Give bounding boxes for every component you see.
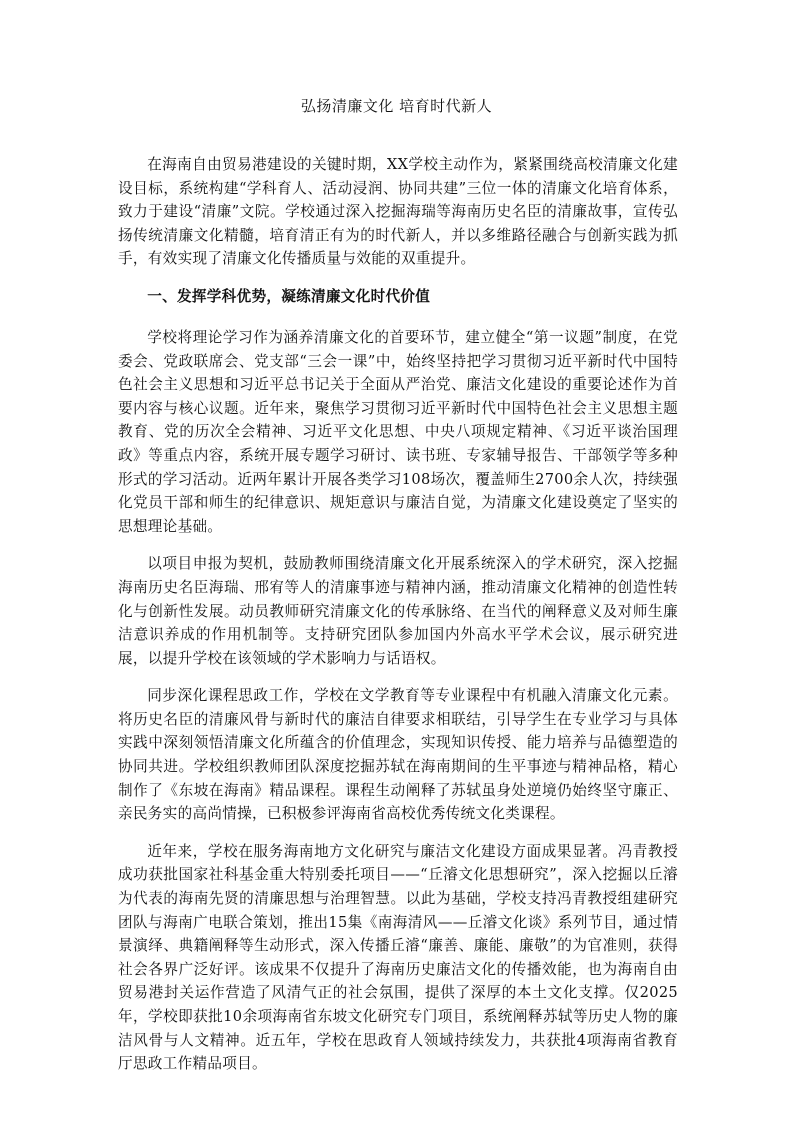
- body-paragraph: 同步深化课程思政工作，学校在文学教育等专业课程中有机融入清廉文化元素。将历史名臣的清廉风骨与新时代的廉洁自律要求相联结，引导学生在专业学习与具体实践中深刻领悟清廉文化所蕴含的价值理念，实现知识传授、能力培养与品德塑造的协同共进。学校组织教师团队深度挖掘苏轼在海南期间的生平事迹与精神品格，精心制作了《东坡在海南》精品课程。课程生动阐释了苏轼虽身处逆境仍始终坚守廉正、亲民务实的高尚情操，已积极参评海南省高校优秀传统文化类课程。: [118, 687, 678, 823]
- document-title: 弘扬清廉文化 培育时代新人: [300, 97, 493, 115]
- document-body: [118, 153, 678, 1090]
- body-paragraph: 学校将理论学习作为涵养清廉文化的首要环节，建立健全“第一议题”制度，在党委会、党政联席会、党支部“三会一课”中，始终坚持把学习贯彻习近平新时代中国特色社会主义思想和习近平总书记关于全面从严治党、廉洁文化建设的重要论述作为首要内容与核心议题。近年来，聚焦学习贯彻习近平新时代中国特色社会主义思想主题教育、党的历次全会精神、习近平文化思想、中央八项规定精神、《习近平谈治国理政》等重点内容，系统开展专题学习研讨、读书班、专家辅导报告、干部领学等多种形式的学习活动。近两年累计开展各类学习108场次，覆盖师生2700余人次，持续强化党员干部和师生的纪律意识、规矩意识与廉洁自觉，为清廉文化建设奠定了坚实的思想理论基础。: [118, 328, 678, 535]
- body-paragraph: 以项目申报为契机，鼓励教师围绕清廉文化开展系统深入的学术研究，深入挖掘海南历史名臣海瑞、邢宥等人的清廉事迹与精神内涵，推动清廉文化精神的创造性转化与创新性发展。动员教师研究清廉文化的传承脉络、在当代的阐释意义及对师生廉洁意识养成的作用机制等。支持研究团队参加国内外高水平学术会议，展示研究进展，以提升学校在该领域的学术影响力与话语权。: [118, 555, 678, 667]
- body-paragraph: 近年来，学校在服务海南地方文化研究与廉洁文化建设方面成果显著。冯青教授成功获批国家社科基金重大特别委托项目——“丘濬文化思想研究”，深入挖掘以丘濬为代表的海南先贤的清廉思想与治理智慧。以此为基础，学校支持冯青教授组建研究团队与海南广电联合策划，推出15集《南海清风——丘濬文化谈》系列节目，通过情景演绎、典籍阐释等生动形式，深入传播丘濬“廉善、廉能、廉敬”的为官准则，获得社会各界广泛好评。该成果不仅提升了海南历史廉洁文化的传播效能，也为海南自由贸易港封关运作营造了风清气正的社会氛围，提供了深厚的本土文化支撑。仅2025年，学校即获批10余项海南省东坡文化研究专门项目，系统阐释苏轼等历史人物的廉洁风骨与人文精神。近五年，学校在思政育人领域持续发力，共获批4项海南省教育厅思政工作精品项目。: [118, 842, 678, 1073]
- section-heading: 一、发挥学科优势，凝练清廉文化时代价值: [147, 287, 431, 305]
- intro-paragraph: 在海南自由贸易港建设的关键时期，XX学校主动作为，紧紧围绕高校清廉文化建设目标，系统构建“学科育人、活动浸润、协同共建”三位一体的清廉文化培育体系，致力于建设“清廉”文院。学校通过深入挖掘海瑞等海南历史名臣的清廉故事，宣传弘扬传统清廉文化精髓，培育清正有为的时代新人，并以多维路径融合与创新实践为抓手，有效实现了清廉文化传播质量与效能的双重提升。: [118, 156, 678, 268]
